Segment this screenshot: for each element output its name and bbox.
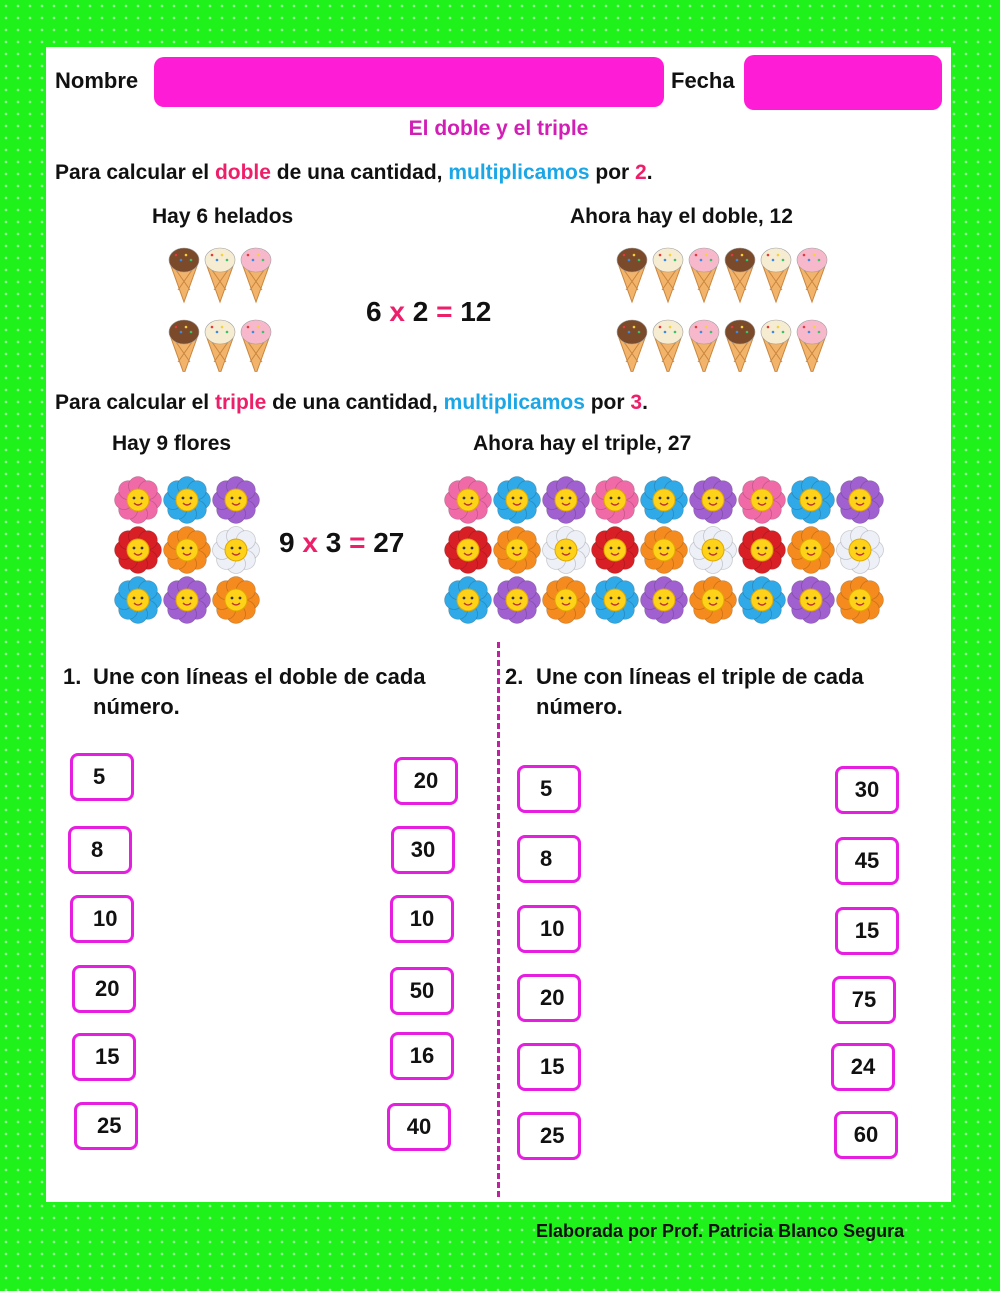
keyword-multiplicamos: multiplicamos <box>443 391 585 414</box>
exercise-1-number: 1. <box>63 664 82 689</box>
equation-operand: 3 <box>325 527 342 558</box>
flower-icon <box>115 477 162 524</box>
ice-cream-icon <box>169 248 199 302</box>
ice-cream-icon <box>205 320 235 372</box>
flower-icon <box>690 527 737 574</box>
ex1-right-box[interactable]: 20 <box>394 757 458 805</box>
flower-icon <box>445 477 492 524</box>
ex2-left-box[interactable]: 25 <box>517 1112 581 1160</box>
flower-icon <box>788 577 835 624</box>
ex2-left-box[interactable]: 15 <box>517 1043 581 1091</box>
ice-cream-icon <box>241 248 271 302</box>
ice-cream-icon <box>653 248 683 302</box>
ice-cream-icon <box>797 248 827 302</box>
ex2-right-box[interactable]: 15 <box>835 907 899 955</box>
doble-equation <box>366 296 491 328</box>
ice-cream-group-6 <box>164 242 284 372</box>
helados-left-caption: Hay 6 helados <box>152 205 294 228</box>
rule-end: . <box>646 161 653 184</box>
ex2-right-box[interactable]: 75 <box>832 976 896 1024</box>
name-label: Nombre <box>55 68 139 93</box>
flower-icon <box>494 577 541 624</box>
ex2-right-box[interactable]: 24 <box>831 1043 895 1091</box>
equation-result: 27 <box>373 527 405 558</box>
times-sign: x <box>389 296 405 327</box>
ex1-left-box[interactable]: 25 <box>74 1102 138 1150</box>
equation-operand: 6 <box>366 296 382 327</box>
ice-cream-icon <box>761 320 791 372</box>
flower-icon <box>788 527 835 574</box>
flower-icon <box>690 577 737 624</box>
rule-text: de una cantidad, <box>270 161 449 184</box>
flower-icon <box>164 477 211 524</box>
rule-text: Para calcular el <box>55 391 215 414</box>
rule-text: de una cantidad, <box>266 391 444 414</box>
factor-2: 2 <box>635 161 647 184</box>
flower-icon <box>739 527 786 574</box>
ex2-left-box[interactable]: 8 <box>517 835 581 883</box>
instruction-line: número. <box>93 694 180 719</box>
ex1-left-box[interactable]: 20 <box>72 965 136 1013</box>
keyword-triple: triple <box>214 391 267 414</box>
flower-icon <box>115 577 162 624</box>
flower-icon <box>592 527 639 574</box>
equation-operand: 2 <box>412 296 429 327</box>
worksheet-page <box>46 47 951 1202</box>
flower-icon <box>543 477 590 524</box>
flower-icon <box>837 577 884 624</box>
flower-icon <box>213 577 260 624</box>
flower-icon <box>445 577 492 624</box>
ex2-right-box[interactable]: 60 <box>834 1111 898 1159</box>
flower-icon <box>543 577 590 624</box>
helados-right-caption: Ahora hay el doble, 12 <box>570 205 793 228</box>
ice-cream-icon <box>617 320 647 372</box>
flower-icon <box>592 577 639 624</box>
ice-cream-icon <box>761 248 791 302</box>
ex1-left-box[interactable]: 8 <box>68 826 132 874</box>
flower-icon <box>543 527 590 574</box>
equation-result: 12 <box>460 296 492 327</box>
ex1-right-box[interactable]: 50 <box>390 967 454 1015</box>
times-sign: x <box>302 527 318 558</box>
factor-3: 3 <box>630 391 643 414</box>
ice-cream-icon <box>205 248 235 302</box>
flower-icon <box>494 477 541 524</box>
flower-icon <box>837 527 884 574</box>
ex1-left-box[interactable]: 15 <box>72 1033 136 1081</box>
ice-cream-icon <box>725 320 755 372</box>
doble-rule <box>55 161 653 185</box>
author-credit: Elaborada por Prof. Patricia Blanco Segura <box>536 1221 905 1241</box>
flower-icon <box>690 477 737 524</box>
rule-text: Para calcular el <box>55 161 215 184</box>
keyword-doble: doble <box>214 161 271 184</box>
ex2-left-box[interactable]: 20 <box>517 974 581 1022</box>
ex2-left-box[interactable]: 5 <box>517 765 581 813</box>
ice-cream-icon <box>689 248 719 302</box>
date-field[interactable] <box>744 55 942 110</box>
flower-group-27 <box>444 475 888 625</box>
flower-icon <box>739 577 786 624</box>
flower-icon <box>837 477 884 524</box>
equals-sign: = <box>349 527 366 558</box>
ex2-right-box[interactable]: 45 <box>835 837 899 885</box>
ice-cream-icon <box>241 320 271 372</box>
ex2-left-box[interactable]: 10 <box>517 905 581 953</box>
ice-cream-group-12 <box>612 242 840 372</box>
rule-end: . <box>642 391 648 414</box>
exercise-1-instructions <box>93 662 493 722</box>
flower-icon <box>115 527 162 574</box>
ice-cream-icon <box>169 320 199 372</box>
column-divider <box>497 642 500 1197</box>
equals-sign: = <box>436 296 453 327</box>
rule-text: por <box>589 161 636 184</box>
equation-operand: 9 <box>279 527 295 558</box>
keyword-multiplicamos: multiplicamos <box>448 161 590 184</box>
ex1-right-box[interactable]: 10 <box>390 895 454 943</box>
ice-cream-icon <box>689 320 719 372</box>
instruction-line: Une con líneas el triple de cada <box>536 664 864 689</box>
flower-icon <box>641 527 688 574</box>
flores-left-caption: Hay 9 flores <box>112 432 232 455</box>
flower-icon <box>213 527 260 574</box>
name-field[interactable] <box>154 57 664 107</box>
flower-icon <box>213 477 260 524</box>
exercise-2-instructions <box>536 662 936 722</box>
ex1-left-box[interactable]: 10 <box>70 895 134 943</box>
flower-icon <box>164 527 211 574</box>
rule-text: por <box>584 391 631 414</box>
flower-group-9 <box>114 475 262 625</box>
flower-icon <box>164 577 211 624</box>
instruction-line: número. <box>536 694 623 719</box>
flower-icon <box>641 477 688 524</box>
flower-icon <box>641 577 688 624</box>
flower-icon <box>494 527 541 574</box>
flores-right-caption: Ahora hay el triple, 27 <box>473 432 692 455</box>
ex2-right-box[interactable]: 30 <box>835 766 899 814</box>
ice-cream-icon <box>653 320 683 372</box>
flower-icon <box>445 527 492 574</box>
exercise-2-number: 2. <box>505 664 524 689</box>
ex1-left-box[interactable]: 5 <box>70 753 134 801</box>
flower-icon <box>592 477 639 524</box>
triple-equation <box>279 527 404 559</box>
ex1-right-box[interactable]: 30 <box>391 826 455 874</box>
page-title: El doble y el triple <box>408 117 589 140</box>
flower-icon <box>739 477 786 524</box>
ex1-right-box[interactable]: 40 <box>387 1103 451 1151</box>
triple-rule <box>55 391 648 415</box>
ice-cream-icon <box>617 248 647 302</box>
flower-icon <box>788 477 835 524</box>
ice-cream-icon <box>797 320 827 372</box>
ice-cream-icon <box>725 248 755 302</box>
date-label: Fecha <box>671 68 735 93</box>
instruction-line: Une con líneas el doble de cada <box>93 664 426 689</box>
ex1-right-box[interactable]: 16 <box>390 1032 454 1080</box>
